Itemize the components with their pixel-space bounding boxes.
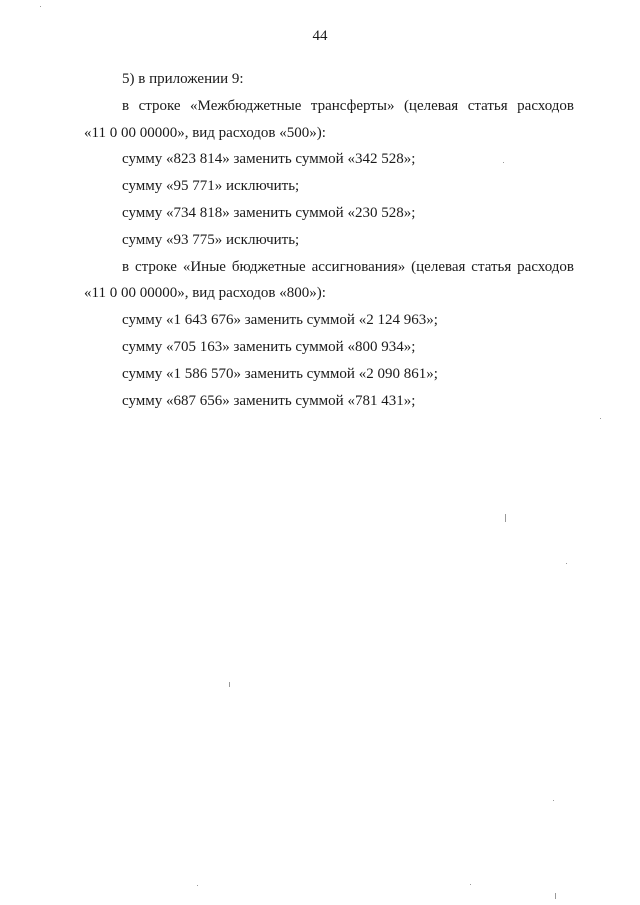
- paragraph-line: в строке «Иные бюджетные ассигнования» (целевая статья расходов: [122, 258, 574, 275]
- paragraph-line: сумму «95 771» исключить;: [122, 178, 300, 195]
- paragraph-line: «11 0 00 00000», вид расходов «800»):: [84, 285, 326, 302]
- scan-speck: [553, 800, 554, 801]
- scan-speck: [503, 162, 504, 163]
- paragraph-line: сумму «1 643 676» заменить суммой «2 124 963»;: [122, 312, 438, 329]
- paragraph-line: сумму «705 163» заменить суммой «800 934»;: [122, 338, 416, 355]
- scan-speck: [40, 6, 41, 7]
- paragraph-line: в строке «Межбюджетные трансферты» (целевая статья расходов: [122, 97, 574, 114]
- scan-speck: [197, 885, 198, 886]
- paragraph-line: сумму «1 586 570» заменить суммой «2 090 861»;: [122, 365, 438, 382]
- scan-speck: [505, 514, 506, 522]
- paragraph-line: сумму «687 656» заменить суммой «781 431»;: [122, 392, 416, 409]
- scan-speck: [229, 682, 230, 687]
- paragraph-line: сумму «93 775» исключить;: [122, 231, 300, 248]
- document-body: [84, 66, 574, 414]
- page-number: 44: [312, 28, 328, 44]
- scan-speck: [470, 884, 471, 885]
- paragraph-line: сумму «823 814» заменить суммой «342 528»;: [122, 151, 416, 168]
- paragraph-line: сумму «734 818» заменить суммой «230 528»;: [122, 204, 416, 221]
- scan-speck: [555, 893, 556, 899]
- paragraph-line: «11 0 00 00000», вид расходов «500»):: [84, 124, 326, 141]
- scan-speck: [566, 563, 567, 564]
- paragraph-line: 5) в приложении 9:: [122, 71, 244, 87]
- scan-speck: [600, 418, 601, 419]
